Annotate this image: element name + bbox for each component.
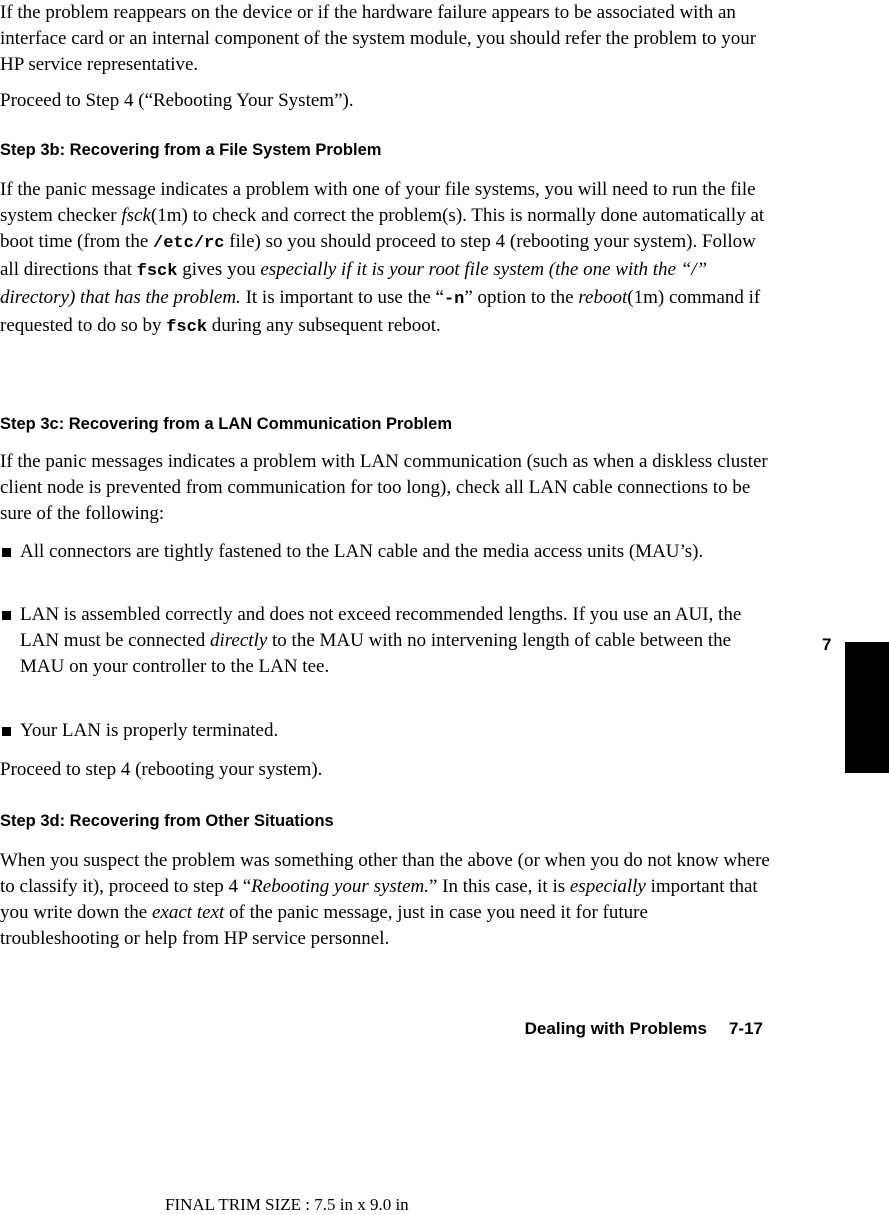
bullet-square-icon xyxy=(2,548,11,557)
list-item: Your LAN is properly terminated. xyxy=(0,718,770,744)
chapter-tab-marker xyxy=(845,642,889,773)
bullet-square-icon xyxy=(2,727,11,736)
step3b-paragraph: If the panic message indicates a problem with one of your file systems, you will need to run the file system checker fsck(1m) to check and correct the problem(s). This is normally done automatically at boot time (from the /etc/rc file) so you should proceed to step 4 (rebooting your system). Follow all directions that fsck gives you especially if it is your root file system (the one with the “/” directory) that has the problem. It is important to use the “-n” option to the reboot(1m) command if requested to do so by fsck during any subsequent reboot. xyxy=(0,179,765,337)
bullet-square-icon xyxy=(2,611,11,620)
step3d-paragraph: When you suspect the problem was something other than the above (or when you do not know where to classify it), proceed to step 4 “Rebooting your system.” In this case, it is especially important that you write down the exact text of the panic message, just in case you need it for future troubleshooting or help from HP service personnel. xyxy=(0,850,770,949)
page-number: 7-17 xyxy=(728,1019,763,1038)
step3c-paragraph: If the panic messages indicates a problem with LAN communication (such as when a diskless cluster client node is prevented from communication for too long), check all LAN cable connections to be sure of the following: xyxy=(0,451,768,524)
step3c-heading: Step 3c: Recovering from a LAN Communication Problem xyxy=(0,415,452,433)
chapter-title: Dealing with Problems xyxy=(524,1019,707,1038)
trim-size-note: FINAL TRIM SIZE : 7.5 in x 9.0 in xyxy=(165,1195,409,1214)
step3b-heading: Step 3b: Recovering from a File System Problem xyxy=(0,141,382,159)
proceed-to-step4-note: Proceed to Step 4 (“Rebooting Your System”). xyxy=(0,90,354,111)
step3c-proceed-note: Proceed to step 4 (rebooting your system). xyxy=(0,759,323,780)
list-item: LAN is assembled correctly and does not exceed recommended lengths. If you use an AUI, the LAN must be connected directly to the MAU with no intervening length of cable between the MAU on your controller to the LAN tee. xyxy=(0,602,770,680)
list-item: All connectors are tightly fastened to the LAN cable and the media access units (MAU’s). xyxy=(0,539,770,565)
page-footer xyxy=(525,1019,763,1039)
step3d-heading: Step 3d: Recovering from Other Situations xyxy=(0,812,334,830)
chapter-tab-number: 7 xyxy=(822,635,832,654)
intro-paragraph: If the problem reappears on the device or if the hardware failure appears to be associated with an interface card or an internal component of the system module, you should refer the problem to your HP service representative. xyxy=(0,2,757,75)
